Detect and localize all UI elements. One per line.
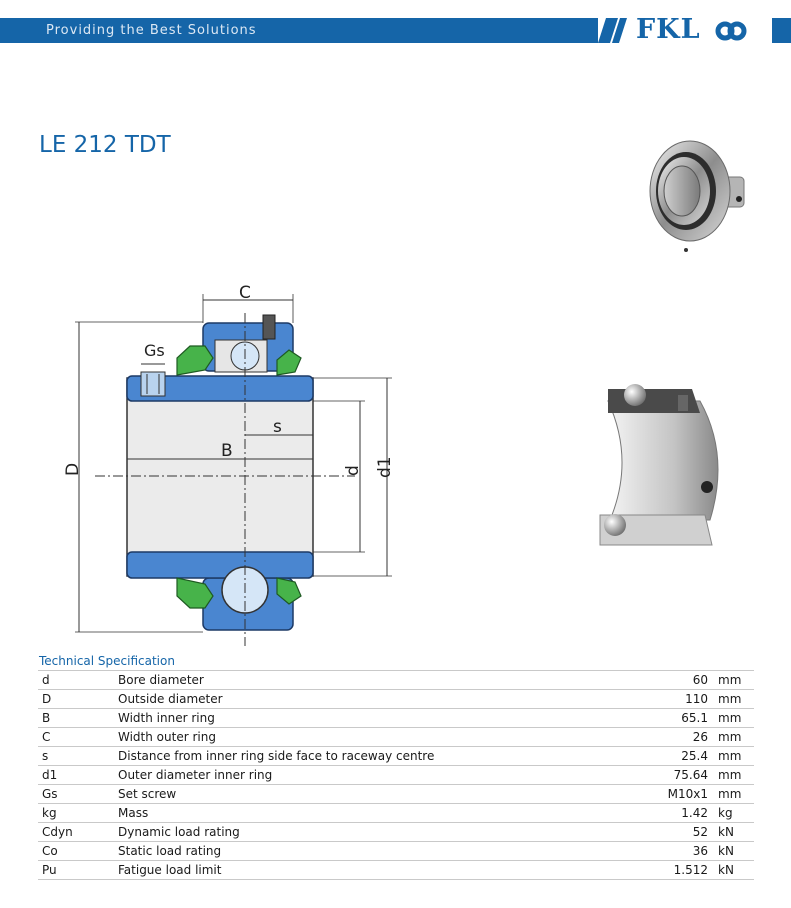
technical-drawing [55,278,415,650]
spec-value: 65.1 [588,709,714,728]
spec-unit: mm [714,728,754,747]
spec-row [38,671,754,690]
spec-unit: mm [714,709,754,728]
spec-description: Outside diameter [114,690,588,709]
spec-value: 75.64 [588,766,714,785]
spec-symbol: Gs [38,785,114,804]
label-d1: d1 [375,456,395,478]
spec-symbol: Cdyn [38,823,114,842]
spec-row [38,842,754,861]
logo-wordmark: FKL [636,14,701,45]
spec-value: 110 [588,690,714,709]
spec-value: 1.512 [588,861,714,880]
spec-description: Outer diameter inner ring [114,766,588,785]
label-C: C [239,283,251,303]
spec-unit: mm [714,785,754,804]
spec-symbol: d1 [38,766,114,785]
header-band-end [772,18,791,43]
spec-symbol: D [38,690,114,709]
spec-value: 60 [588,671,714,690]
spec-table [38,670,754,880]
spec-unit: kN [714,823,754,842]
spec-value: 36 [588,842,714,861]
label-d: d [343,465,363,476]
label-s: s [273,417,282,437]
spec-description: Width inner ring [114,709,588,728]
spec-unit: kg [714,804,754,823]
tagline: Providing the Best Solutions [46,23,257,38]
product-title: LE 212 TDT [39,132,171,158]
spec-description: Static load rating [114,842,588,861]
spec-heading: Technical Specification [39,654,175,668]
spec-unit: mm [714,690,754,709]
spec-symbol: Co [38,842,114,861]
set-screw [141,372,165,396]
spec-description: Dynamic load rating [114,823,588,842]
spec-description: Width outer ring [114,728,588,747]
label-D: D [63,462,83,476]
spec-value: 1.42 [588,804,714,823]
spec-unit: kN [714,842,754,861]
spec-row [38,728,754,747]
spec-unit: mm [714,766,754,785]
spec-symbol: Pu [38,861,114,880]
spec-symbol: s [38,747,114,766]
inner-ring-bottom [127,552,313,578]
spec-description: Fatigue load limit [114,861,588,880]
spec-description: Set screw [114,785,588,804]
spec-row [38,709,754,728]
spec-value: 52 [588,823,714,842]
spec-row [38,785,754,804]
spec-description: Mass [114,804,588,823]
spec-row [38,861,754,880]
spec-symbol: d [38,671,114,690]
inner-ring-body [127,378,313,576]
label-Gs: Gs [144,341,165,360]
spec-symbol: B [38,709,114,728]
spec-description: Distance from inner ring side face to raceway centre [114,747,588,766]
spec-unit: kN [714,861,754,880]
spec-symbol: C [38,728,114,747]
label-B: B [221,441,233,461]
spec-symbol: kg [38,804,114,823]
spec-description: Bore diameter [114,671,588,690]
cutaway-view [580,365,740,555]
spec-value: 25.4 [588,747,714,766]
spec-row [38,690,754,709]
spec-unit: mm [714,747,754,766]
spec-row [38,823,754,842]
spec-row [38,766,754,785]
spec-row [38,804,754,823]
product-photo [648,133,748,253]
spec-value: 26 [588,728,714,747]
spec-value: M10x1 [588,785,714,804]
spec-row [38,747,754,766]
grease-nipple [263,315,275,339]
spec-unit: mm [714,671,754,690]
